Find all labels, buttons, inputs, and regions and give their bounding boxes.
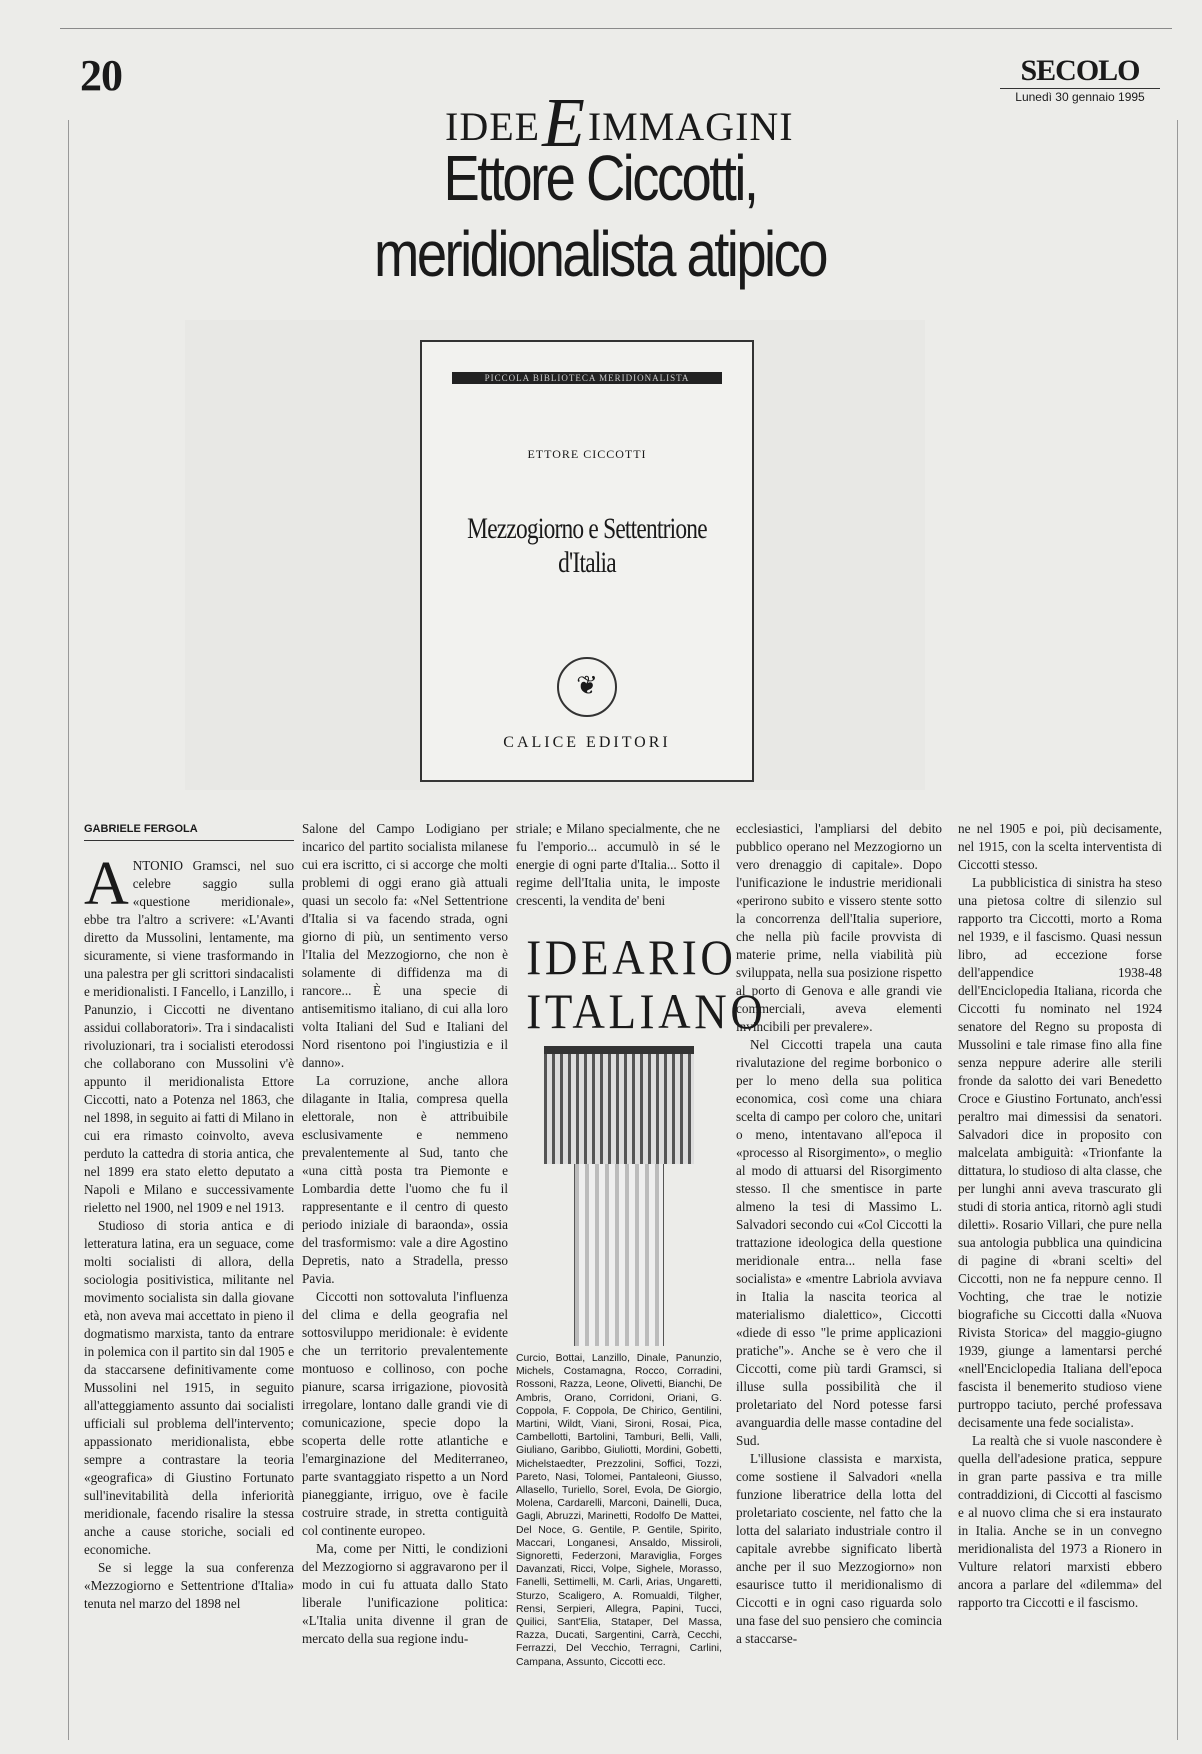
- ad-title-line1: IDEARIO: [526, 929, 737, 985]
- headline-line2: meridionalista atipico: [374, 218, 826, 290]
- masthead: [1000, 54, 1160, 104]
- article-column-1: [84, 820, 294, 1613]
- corinthian-capital-icon: [544, 1046, 694, 1346]
- section-right: IMMAGINI: [587, 104, 794, 149]
- paragraph: ne nel 1905 e poi, più decisamente, nel 1915, con la scelta interventista di Ciccotti stesso.: [958, 821, 1162, 872]
- ad-title-line2: ITALIANO: [526, 983, 767, 1039]
- article-column-3: [516, 820, 720, 910]
- masthead-logo: SECOLO: [1020, 54, 1140, 87]
- paragraph: Ciccotti non sottovaluta l'influenza del clima e della geografia nel sottosviluppo meridionale: è evidente che un territorio prevalentemente montuoso e collinoso, con poche pianure, scarsa irrigazione, piovosità irregolare, lontano dalle grandi vie di comunicazione, specie dopo la scoperta delle rotte atlantiche e l'emarginazione del Mediterraneo, parte svantaggiato rispetto a un Nord pianeggiante, irriguo, ove è facile costruire strade, in stretta contiguità col continente europeo.: [302, 1289, 508, 1538]
- book-author: ETTORE CICCOTTI: [527, 447, 647, 461]
- headline-line1: Ettore Ciccotti,: [443, 142, 757, 214]
- ideario-italiano-ad: [516, 929, 767, 1710]
- dropcap: A: [84, 850, 129, 918]
- column-shaft: [574, 1164, 664, 1346]
- book-title: Mezzogiorno e Settentrione d'Italia: [467, 512, 707, 579]
- paragraph: L'illusione classista e marxista, come sostiene il Salvadori «nella funzione liberatrice della lotta del proletariato cosciente, nel fatto che la lotta del salariato industriale contro il capitale avrebbe significato libertà anche per il suo Mezzogiorno» non esaurisce tutto il meridionalismo di Ciccotti e in ogni caso riguarda solo una fase del suo pensiero che comincia a staccarse-: [736, 1451, 942, 1646]
- paragraph: ecclesiastici, l'ampliarsi del debito pubblico operano nel Mezzogiorno un vero drenaggio di capitale». Dopo l'unificazione le industrie meridionali «perirono subito e vissero stente sotto la concorrenza dell'Italia superiore, che nella più facile provvista di materie prime, nella viabilità più sviluppata, nella sua posizione rispetto al porto di Genova e alle grandi vie commerciali, aveva elementi invincibili per prevalere».: [736, 821, 942, 1034]
- top-rule: [60, 28, 1172, 29]
- paragraph: Ma, come per Nitti, le condizioni del Mezzogiorno si aggravarono per il modo in cui fu attuata dallo Stato liberale l'unificazione politica: «L'Italia unita divenne il gran de mercato della sua regione indu-: [302, 1541, 508, 1646]
- article-column-4: [736, 820, 942, 1648]
- paragraph: striale; e Milano specialmente, che ne fu l'emporio... accumulò in sé le energie di ogni parte d'Italia... Sotto il regime dell'Italia unita, le imposte crescenti, la vendita de' beni: [516, 821, 720, 908]
- section-amp: E: [542, 85, 586, 162]
- capital-top: [544, 1046, 694, 1164]
- paragraph: Salone del Campo Lodigiano per incarico del partito socialista milanese cui era iscritto, ci si accorge che molti problemi di oggi erano già attuali quasi un secolo fa: «Nel Settentrione d'Italia si va facendo strada, ogni giorno di più, un sentimento verso l'Italia del Mezzogiorno, che non è solamente di diffidenza ma di rancore... È una specie di antisemitismo italiano, di cui alla loro volta Italiani del Sud e Italiani del Nord risentono poi l'ingiustizia e il danno».: [302, 821, 508, 1070]
- issue-date: Lunedì 30 gennaio 1995: [1000, 88, 1160, 104]
- article-column-5: [958, 820, 1162, 1612]
- paragraph: Studioso di storia antica e di letteratura latina, era un seguace, come molti socialisti di allora, della sociologia positivistica, militante nel movimento socialista sin dalla giovane età, non aveva mai accettato in pieno il dogmatismo marxista, tanto da entrare in polemica con il partito sin dal 1905 e da staccarsene definitivamente come Mussolini nel 1915, in seguito all'atteggiamento assunto dai socialisti ufficiali sul problema dell'intervento; appassionato meridionalista, ebbe sempre a contrastare la teoria «geografica» di Giustino Fortunato sull'inevitabilità della inferiorità meridionale, facendo risalire la stessa anche a cause storiche, sociali ed economiche.: [84, 1218, 294, 1557]
- book-publisher: CALICE EDITORI: [503, 734, 671, 751]
- byline: GABRIELE FERGOLA: [84, 820, 294, 841]
- paragraph: La realtà che si vuole nascondere è quella dell'adesione pratica, seppure in gran parte passiva e tra mille contraddizioni, di Ciccotti al fascismo e al nuovo clima che si era instaurato in Italia. Anche se in un convegno meridionalista del 1973 a Rionero in Vulture relatori marxisti ebbero ancora a parlare del «dilemma» del rapporto tra Ciccotti e il fascismo.: [958, 1433, 1162, 1610]
- book-cover-image: [420, 340, 754, 782]
- paragraph: Se si legge la sua conferenza «Mezzogiorno e Settentrione d'Italia» tenuta nel marzo del 1898 nel: [84, 1560, 294, 1611]
- page-number: 20: [80, 51, 122, 100]
- paragraph: Nel Ciccotti trapela una cauta rivalutazione del regime borbonico o per lo meno della sua politica economica, così come una chiara scelta di campo per coloro che, unitari o meno, intentavano all'epoca il «processo al Risorgimento», o meglio al modo di attuarsi del Risorgimento stesso. Il che smentisce in parte almeno la tesi di Massimo L. Salvadori secondo cui «Col Ciccotti la trattazione ideologica della questione meridionale entra... nella fase socialista» e «mentre Labriola avviava in Italia la nascita teorica al materialismo dialettico», Ciccotti «diede di esso "le prime applicazioni pratiche"». Anche se è vero che il Ciccotti, come più tardi Gramsci, si illuse sulla possibilità che il proletariato del Nord potesse farsi avanguardia delle masse contadine del Sud.: [736, 1037, 942, 1448]
- ad-author-list: Curcio, Bottai, Lanzillo, Dinale, Panunzio, Michels, Costamagna, Rocco, Corradini, Rossoni, Razza, Leone, Olivetti, Bianchi, De Ambris, Orano, Corridoni, Oriani, G. Coppola, F. Coppola, De Chirico, Gentilini, Martini, Wildt, Viani, Sironi, Rosai, Pica, Cambellotti, Bartolini, Tamburi, Belli, Valli, Giuliano, Garibbo, Giuliotti, Mordini, Gobetti, Michelstaedter, Prezzolini, Soffici, Tozzi, Pareto, Nasi, Tolomei, Pantaleoni, Giusso, Allasello, Turiello, Sorel, Evola, De Giorgio, Molena, Cardarelli, Marconi, Dainelli, Duca, Gagli, Abruzzi, Marinetti, Rodolfo De Mattei, Del Noce, G. Gentile, P. Gentile, Spirito, Maccari, Longanesi, Ansaldo, Missiroli, Signoretti, Federzoni, Maraviglia, Forges Davanzati, Ricci, Volpe, Sighele, Morasso, Fanelli, Settimelli, M. Carli, Arias, Ungaretti, Sturzo, Scaligero, A. Romualdi, Tilgher, Rensi, Serpieri, Allegra, Papini, Tucci, Quilici, Sant'Elia, Stataper, Del Massa, Razza, Ducati, Sargentini, Carrà, Cecchi, Ferrazzi, Del Vecchio, Terragni, Carlini, Campana, Assunto, Ciccotti ecc.: [516, 1353, 722, 1668]
- paragraph-text: NTONIO Gramsci, nel suo celebre saggio sulla «questione meridionale», ebbe tra l'altro a scrivere: «L'Avanti diretto da Mussolini, lentamente, ma sicuramente, si viene trasformando in una palestra per gli scrittori sindacalisti e meridionalisti. I Fancello, i Lanzillo, i Panunzio, i Ciccotti ne diventano assidui collaboratori». Tra i sindacalisti rivoluzionari, tra i socialisti eterodossi che collaborano con Mussolini v'è appunto il meridionalista Ettore Ciccotti, nato a Potenza nel 1863, che nel 1898, in seguito ai fatti di Milano in cui era rimasto coinvolto, aveva perduto la cattedra di storia antica, che nel 1899 era stato eletto deputato a Napoli e Milano e successivamente rieletto nel 1900, nel 1909 e nel 1913.: [84, 858, 294, 1215]
- book-series: PICCOLA BIBLIOTECA MERIDIONALISTA: [452, 372, 722, 384]
- paragraph: La corruzione, anche allora dilagante in Italia, compresa quella elettorale, non è attribuibile esclusivamente e nemmeno prevalentemente al Sud, tanto che «una città posta tra Piemonte e Lombardia dette l'uomo che fu il rappresentante e il centro di questo periodo iniziale di baraonda», ossia del trasformismo: vale a dire Agostino Depretis, nato a Stradella, presso Pavia.: [302, 1073, 508, 1286]
- headline: [294, 140, 906, 292]
- paragraph: [84, 850, 294, 1217]
- article-column-2: [302, 820, 508, 1648]
- calice-emblem-icon: ❦: [557, 657, 617, 717]
- section-left: IDEE: [445, 104, 541, 149]
- paragraph: La pubblicistica di sinistra ha steso una pietosa coltre di silenzio sul rapporto tra Ciccotti, morto a Roma nel 1939, e il fascismo. Quasi nessun libro, ad eccezione forse dell'appendice 1938-48 dell'Enciclopedia Italiana, ricorda che Ciccotti fu nominato nel 1924 senatore del Regno su proposta di Mussolini e tale rimase fino alla fine senza neppure aderire alle sterili fronde da salotto dei vari Benedetto Croce e Giustino Fortunato, anch'essi peraltro mai dimessisi da senatori. Salvadori dice in proposito con malcelata ambiguità: «Trionfante la dittatura, lo studioso di alta classe, che per lunghi anni aveva trascurato gli studi di storia antica, ritornò agli studi diletti». Rosario Villari, che pure nella sua antologia pubblica una quindicina di pagine di «brani scelti» del Ciccotti, non ne fa neppure cenno. Il Vochting, che trae le notizie biografiche su Ciccotti dalla «Nuova Rivista Storica» del maggio-giugno 1939, giunge a lamentarsi perché «nell'Enciclopedia Italiana dell'epoca fascista il benemerito studioso viene purtroppo taciuto, perché professava decisamente una fede socialista».: [958, 875, 1162, 1430]
